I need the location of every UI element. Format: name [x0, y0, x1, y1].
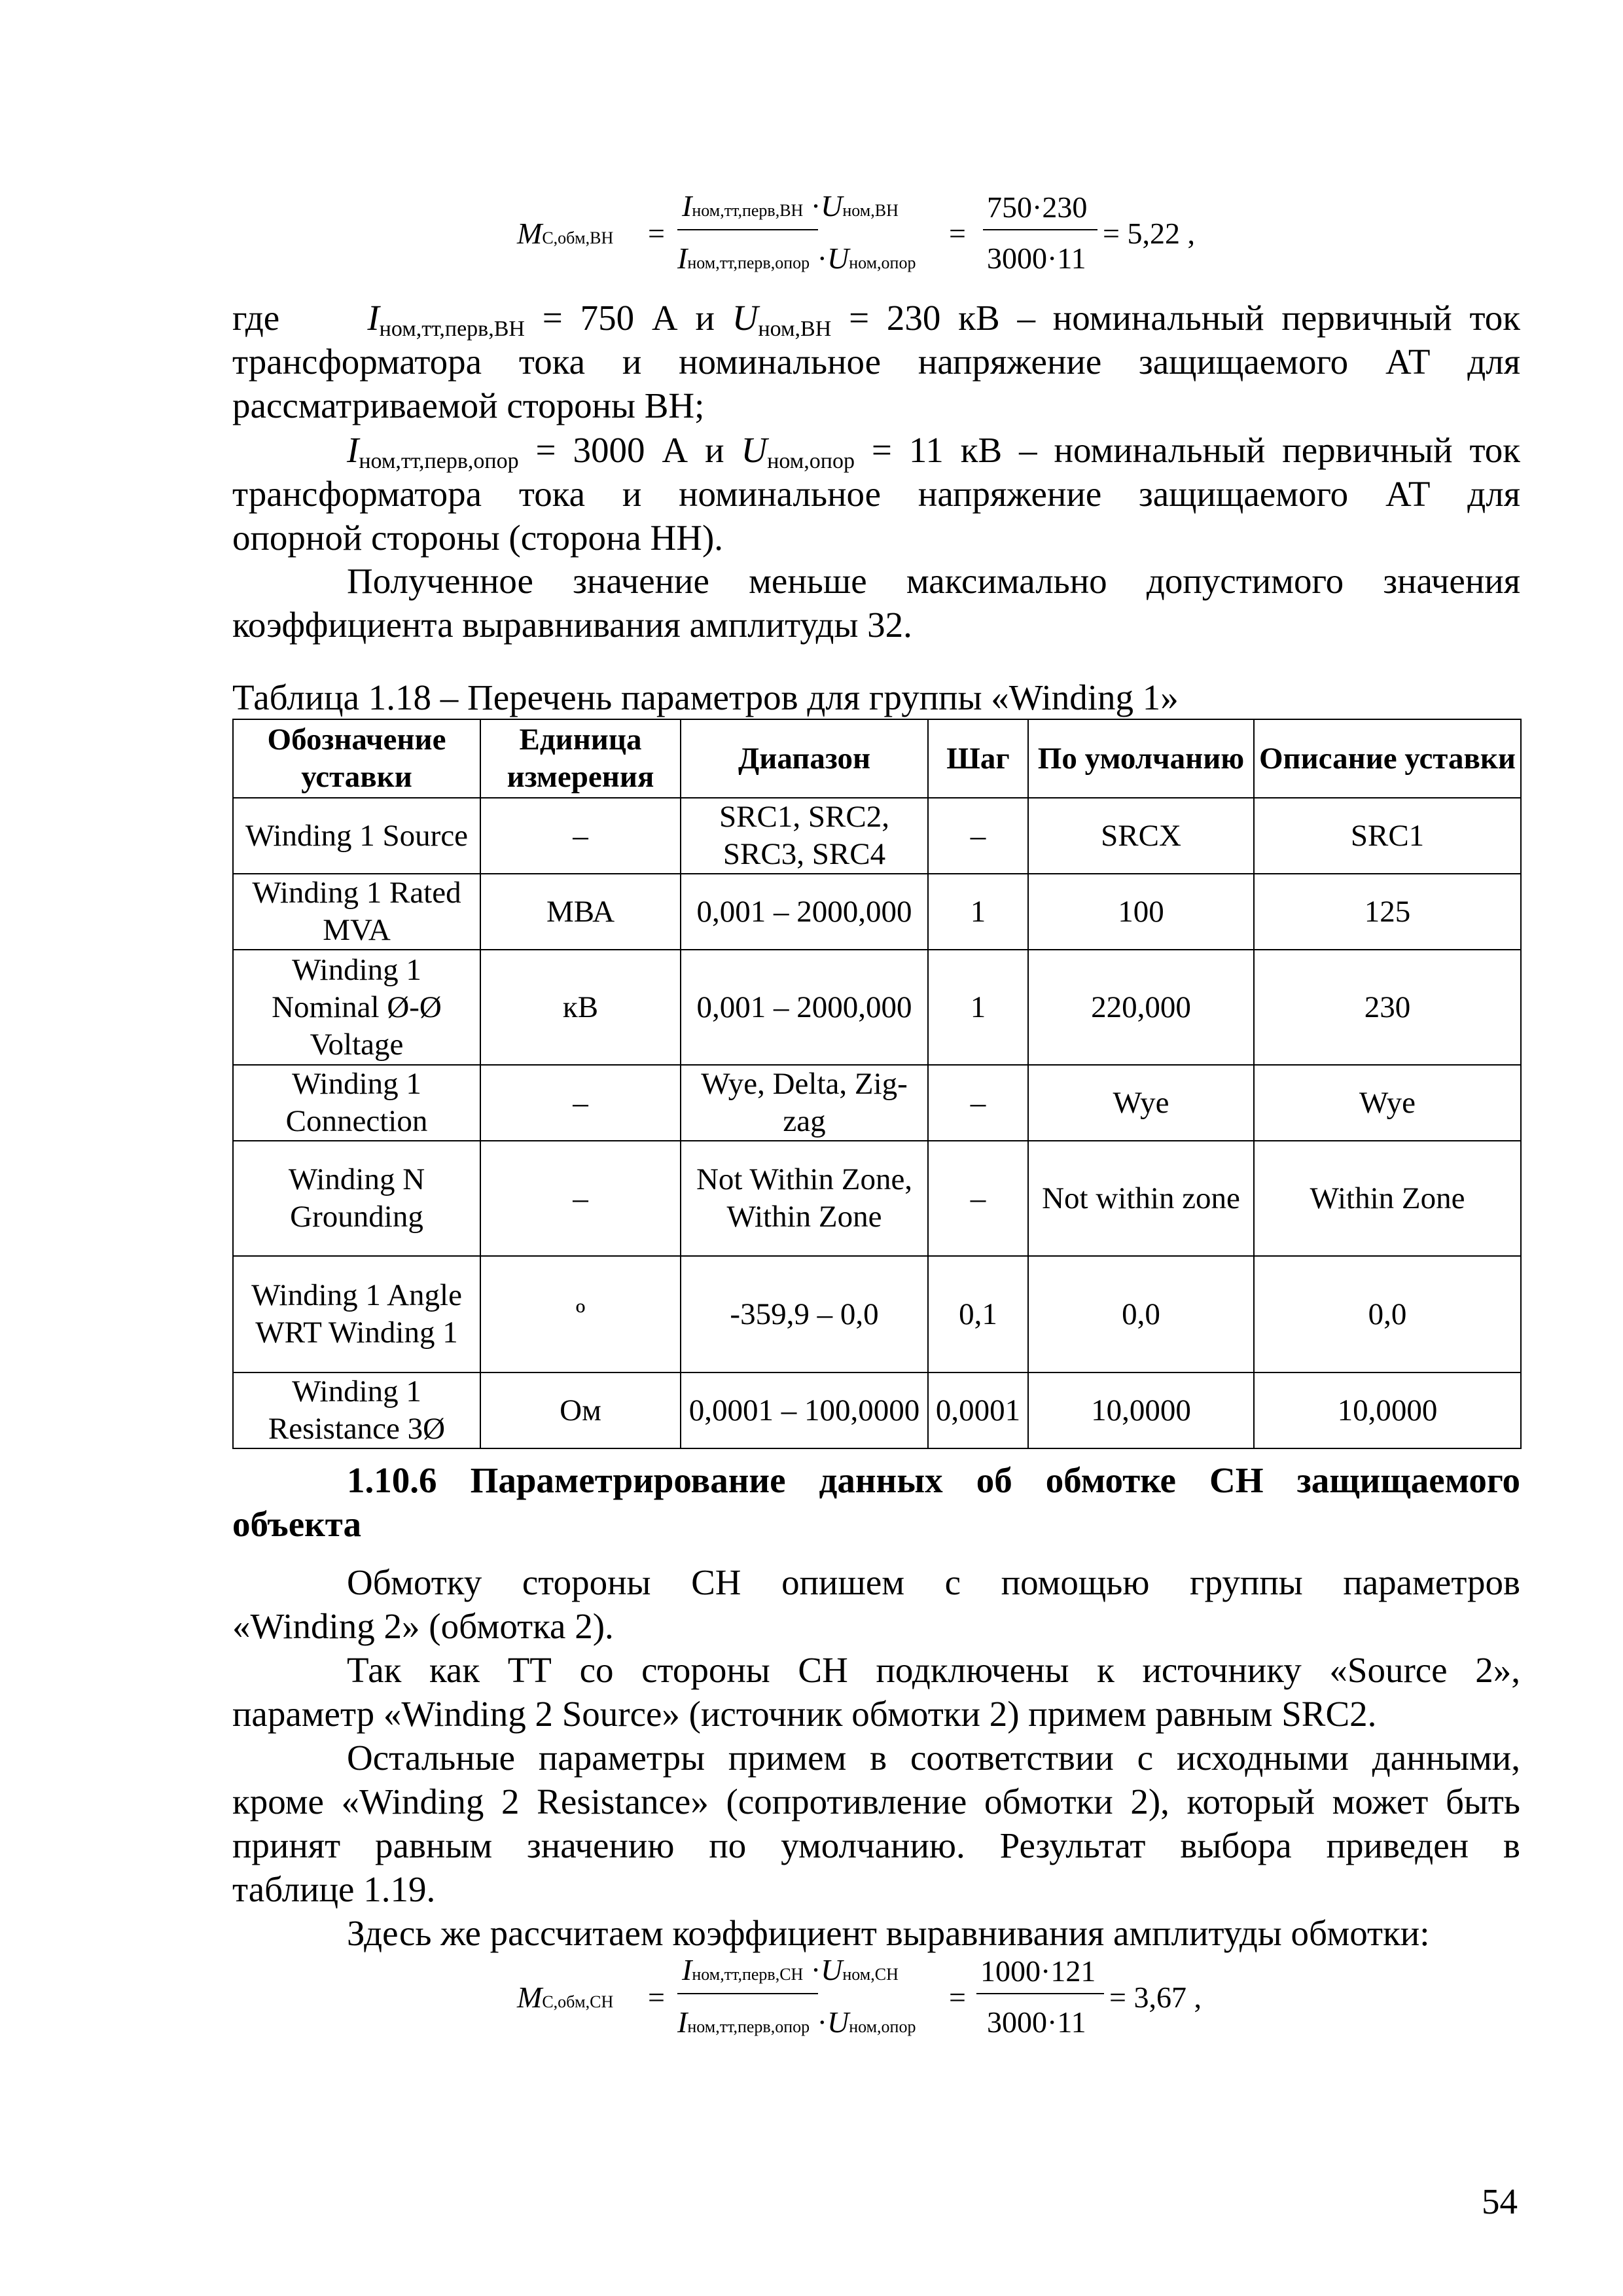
text-line: Полученное значение меньше максимально допустимого значения: [347, 561, 1520, 601]
table-cell: Not within zone: [1028, 1141, 1254, 1256]
table-row: [233, 1256, 1521, 1372]
table-caption: Таблица 1.18 – Перечень параметров для группы «Winding 1»: [232, 677, 1179, 717]
paragraph-result: [232, 559, 1520, 647]
formula2-result: = 3,67 ,: [1109, 1981, 1202, 2014]
text-line: коэффициента выравнивания амплитуды 32.: [232, 605, 912, 645]
formula2-eq2: =: [949, 1981, 966, 2014]
table-cell: Within Zone: [1254, 1141, 1521, 1256]
table-cell: Ом: [480, 1372, 681, 1448]
table-cell: –: [480, 1141, 681, 1256]
table-row: [233, 1372, 1521, 1448]
formula1-eq1: =: [648, 217, 665, 250]
formula2-eq1: =: [648, 1981, 665, 2014]
formula1-result: = 5,22 ,: [1103, 217, 1195, 250]
formula2-denominator: Iном,тт,перв,опор ·Uном,опор: [677, 2005, 916, 2039]
text-line: где $I_{ном,тт,перв,ВН} = 750$ А и $U_{ном,ВН} = 230$ кВ – номинальный первичный ток: [232, 298, 1520, 341]
text-line: рассматриваемой стороны ВН;: [232, 386, 705, 425]
table-cell: SRCX: [1028, 798, 1254, 874]
paragraph-winding2-intro: [232, 1560, 1520, 1648]
text-line: Здесь же рассчитаем коэффициент выравнивания амплитуды обмотки:: [347, 1913, 1430, 1953]
formula-m-c-obm-sn: [517, 1954, 1237, 2052]
paragraph-other-params: [232, 1736, 1520, 1911]
table-cell: -359,9 – 0,0: [681, 1256, 928, 1372]
table-cell: Not Within Zone, Within Zone: [681, 1141, 928, 1256]
table-cell: 10,0000: [1028, 1372, 1254, 1448]
table-cell: Winding N Grounding: [233, 1141, 480, 1256]
table-cell: 1: [928, 874, 1028, 950]
table-cell: Winding 1 Connection: [233, 1065, 480, 1141]
table-cell: 125: [1254, 874, 1521, 950]
table-cell: –: [928, 798, 1028, 874]
table-cell: –: [928, 1141, 1028, 1256]
formula1-eq2: =: [949, 217, 966, 250]
table-row: [233, 950, 1521, 1065]
table-cell: Wye: [1028, 1065, 1254, 1141]
table-cell: 10,0000: [1254, 1372, 1521, 1448]
table-cell: 230: [1254, 950, 1521, 1065]
text-line: кроме «Winding 2 Resistance» (сопротивление обмотки 2), который может быть: [232, 1782, 1520, 1821]
formula1-numerator: Iном,тт,перв,ВН ·Uном,ВН: [682, 189, 899, 223]
table-cell: 0,0: [1254, 1256, 1521, 1372]
formula2-fraction-line: [677, 1993, 818, 1994]
table-cell: 0,001 – 2000,000: [681, 874, 928, 950]
table-cell: º: [480, 1256, 681, 1372]
table-cell: 220,000: [1028, 950, 1254, 1065]
formula1-num-value: 750·230: [987, 190, 1088, 224]
table-cell: кВ: [480, 950, 681, 1065]
table-cell: 1: [928, 950, 1028, 1065]
table-cell: МВА: [480, 874, 681, 950]
formula2-den-value: 3000·11: [987, 2005, 1086, 2039]
text-line: опорной стороны (сторона НН).: [232, 518, 724, 558]
formula-m-c-obm-vn: [517, 190, 1237, 288]
table-cell: –: [480, 1065, 681, 1141]
text-line: Обмотку стороны СН опишем с помощью группы параметров: [347, 1562, 1520, 1602]
paragraph-where-vn: [232, 296, 1520, 427]
table-row: [233, 1065, 1521, 1141]
table-cell: –: [480, 798, 681, 874]
formula2-num-value: 1000·121: [980, 1954, 1096, 1988]
paragraph-source2: [232, 1648, 1520, 1736]
text-line: Так как ТТ со стороны СН подключены к источнику «Source 2»,: [347, 1650, 1520, 1690]
formula1-denominator: Iном,тт,перв,опор ·Uном,опор: [677, 242, 916, 275]
table-cell: 0,0001 – 100,0000: [681, 1372, 928, 1448]
text-line: параметр «Winding 2 Source» (источник обмотки 2) примем равным SRC2.: [232, 1694, 1377, 1734]
column-header: Шаг: [928, 719, 1028, 798]
table-row: [233, 798, 1521, 874]
table-cell: Winding 1 Rated MVA: [233, 874, 480, 950]
section-heading-line1: 1.10.6 Параметрирование данных об обмотке СН защищаемого: [347, 1460, 1521, 1500]
text-line: трансформатора тока и номинальное напряжение защищаемого АТ для: [232, 474, 1520, 514]
table-cell: Winding 1 Resistance 3Ø: [233, 1372, 480, 1448]
text-line: Остальные параметры примем в соответствии с исходными данными,: [347, 1738, 1520, 1778]
formula2-value-line: [976, 1993, 1104, 1994]
text-line: трансформатора тока и номинальное напряжение защищаемого АТ для: [232, 342, 1520, 382]
table-cell: Wye, Delta, Zig-zag: [681, 1065, 928, 1141]
paragraph-opor: [232, 428, 1520, 560]
table-cell: 0,0001: [928, 1372, 1028, 1448]
section-heading-line2: объекта: [232, 1504, 361, 1544]
table-cell: 0,001 – 2000,000: [681, 950, 928, 1065]
section-heading: [232, 1458, 1520, 1546]
formula1-fraction-line: [677, 229, 818, 230]
column-header: Единица измерения: [480, 719, 681, 798]
page-number: 54: [1482, 2181, 1518, 2221]
text-line: $I_{ном,тт,перв,опор} = 3000$ А и $U_{ном,опор} = 11$ кВ – номинальный первичный ток: [347, 430, 1520, 473]
formula2-lhs: MС,обм,СН: [517, 1981, 614, 2014]
parameters-table: [232, 719, 1522, 1449]
column-header: Описание уставки: [1254, 719, 1521, 798]
formula1-value-line: [983, 229, 1097, 230]
table-cell: SRC1, SRC2, SRC3, SRC4: [681, 798, 928, 874]
table-row: [233, 874, 1521, 950]
table-cell: Wye: [1254, 1065, 1521, 1141]
column-header: По умолчанию: [1028, 719, 1254, 798]
table-cell: 0,0: [1028, 1256, 1254, 1372]
table-row: [233, 1141, 1521, 1256]
column-header: Обозначение уставки: [233, 719, 480, 798]
text-line: «Winding 2» (обмотка 2).: [232, 1606, 614, 1646]
formula1-den-value: 3000·11: [987, 242, 1086, 275]
column-header: Диапазон: [681, 719, 928, 798]
table-cell: Winding 1 Source: [233, 798, 480, 874]
formula2-numerator: Iном,тт,перв,СН ·Uном,СН: [682, 1953, 899, 1986]
table-cell: SRC1: [1254, 798, 1521, 874]
table-cell: –: [928, 1065, 1028, 1141]
text-line: таблице 1.19.: [232, 1869, 436, 1909]
table-cell: Winding 1 Nominal Ø-Ø Voltage: [233, 950, 480, 1065]
paragraph-calc-intro: [232, 1911, 1520, 1955]
table-cell: 0,1: [928, 1256, 1028, 1372]
table-cell: Winding 1 Angle WRT Winding 1: [233, 1256, 480, 1372]
formula1-lhs: MС,обм,ВН: [517, 217, 614, 250]
table-cell: 100: [1028, 874, 1254, 950]
text-line: принят равным значению по умолчанию. Результат выбора приведен в: [232, 1825, 1520, 1865]
table-header-row: [233, 719, 1521, 798]
